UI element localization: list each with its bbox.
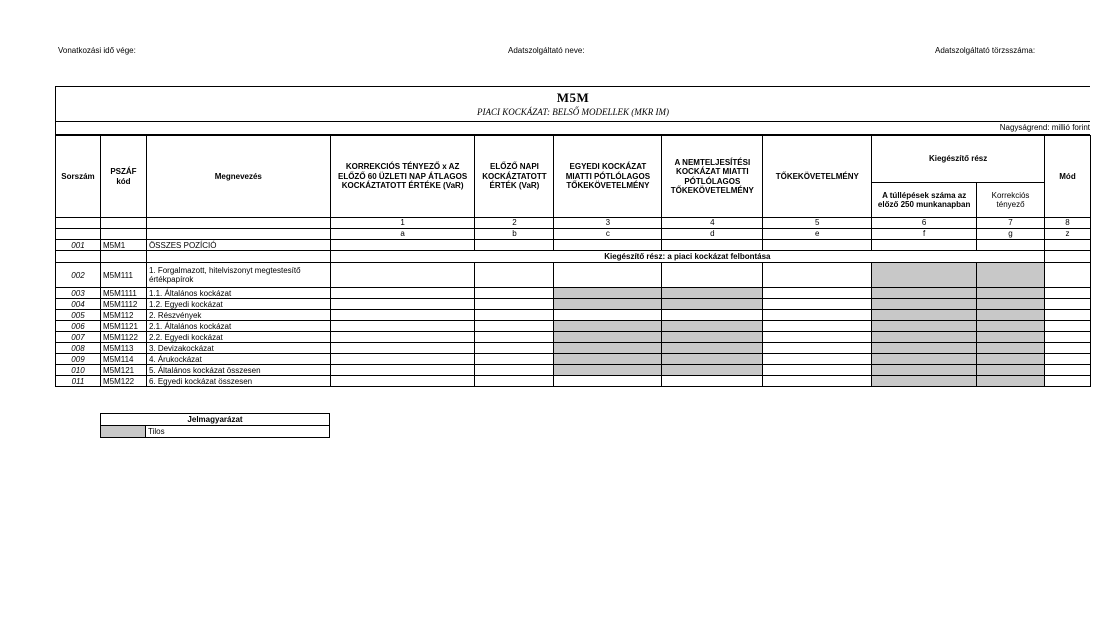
table-row [56,343,1091,354]
cell-input[interactable] [1044,288,1090,299]
cell-input[interactable] [763,288,872,299]
unit-label: Nagyságrend: millió forint [55,121,1090,135]
forbidden-cell [977,343,1045,354]
forbidden-cell [554,321,662,332]
section-separator-row [56,251,1091,263]
row-name: 1.2. Egyedi kockázat [146,299,330,310]
cell-input[interactable] [330,299,475,310]
row-name: 5. Általános kockázat összesen [146,365,330,376]
forbidden-cell [554,332,662,343]
cell-input[interactable] [475,354,554,365]
forbidden-cell [872,332,977,343]
cell-input[interactable] [330,263,475,288]
cell-input[interactable] [330,376,475,387]
col-letter: z [1044,229,1090,240]
col-letter: e [763,229,872,240]
table-row [56,263,1091,288]
column-letter-row [56,229,1091,240]
forbidden-cell [872,321,977,332]
row-number: 007 [56,332,101,343]
cell-input[interactable] [763,365,872,376]
legend [100,413,330,438]
forbidden-cell [977,321,1045,332]
col-letter: g [977,229,1045,240]
cell-input[interactable] [763,354,872,365]
cell-input[interactable] [475,263,554,288]
row-name: 4. Árukockázat [146,354,330,365]
forbidden-cell [662,299,763,310]
forbidden-cell [872,343,977,354]
col-letter: d [662,229,763,240]
table-row [56,354,1091,365]
table-row [56,299,1091,310]
table-row [56,321,1091,332]
forbidden-cell [872,263,977,288]
data-table [55,135,1091,387]
row-name: 6. Egyedi kockázat összesen [146,376,330,387]
forbidden-cell [554,343,662,354]
forbidden-cell [977,310,1045,321]
cell-input[interactable] [1044,365,1090,376]
col-number: 7 [977,218,1045,229]
col-3-header: EGYEDI KOCKÁZAT MIATTI PÓTLÓLAGOS TŐKEKÖVETELMÉNY [554,136,662,218]
col-number: 1 [330,218,475,229]
col-megnevezes-header: Megnevezés [146,136,330,218]
forbidden-cell [554,299,662,310]
cell-input[interactable] [1044,332,1090,343]
cell-input[interactable] [1044,263,1090,288]
col-number: 5 [763,218,872,229]
forbidden-cell [977,288,1045,299]
cell-input[interactable] [330,288,475,299]
col-number: 2 [475,218,554,229]
cell-input[interactable] [1044,321,1090,332]
section-label: Kiegészítő rész: a piaci kockázat felbontása [330,251,1044,263]
row-code: M5M111 [100,263,146,288]
row-name: 2.1. Általános kockázat [146,321,330,332]
row-code: M5M1111 [100,288,146,299]
cell-input[interactable] [1044,299,1090,310]
row-number: 009 [56,354,101,365]
form-subtitle: PIACI KOCKÁZAT: BELSŐ MODELLEK (MKR IM) [477,107,669,117]
col-5-header: TŐKEKÖVETELMÉNY [763,136,872,218]
col-1-header: KORREKCIÓS TÉNYEZŐ x AZ ELŐZŐ 60 ÜZLETI NAP ÁTLAGOS KOCKÁZTATOTT ÉRTÉKE (VaR) [330,136,475,218]
provider-id-label: Adatszolgáltató törzsszáma: [935,46,1036,55]
table-row [56,310,1091,321]
row-code: M5M114 [100,354,146,365]
col-letter: f [872,229,977,240]
cell-input[interactable] [763,332,872,343]
row-code: M5M122 [100,376,146,387]
col-number: 3 [554,218,662,229]
col-pszaf-header: PSZÁF kód [100,136,146,218]
col-2-header: ELŐZŐ NAPI KOCKÁZTATOTT ÉRTÉK (VaR) [475,136,554,218]
table-row [56,376,1091,387]
row-code: M5M113 [100,343,146,354]
cell-input[interactable] [475,365,554,376]
forbidden-cell [872,354,977,365]
col-number: 8 [1044,218,1090,229]
cell-input[interactable] [1044,343,1090,354]
table-row [56,240,1091,251]
cell-input[interactable] [554,263,662,288]
forbidden-cell [977,354,1045,365]
forbidden-cell [662,354,763,365]
col-letter: c [554,229,662,240]
col-letter: b [475,229,554,240]
row-number: 002 [56,263,101,288]
row-code: M5M121 [100,365,146,376]
column-number-row [56,218,1091,229]
legend-title: Jelmagyarázat [101,414,330,426]
forbidden-cell [554,365,662,376]
row-number: 004 [56,299,101,310]
table-row [56,365,1091,376]
cell-input[interactable] [475,310,554,321]
form-title-box [55,86,1090,122]
row-name: 2. Részvények [146,310,330,321]
forbidden-cell [662,365,763,376]
row-number: 011 [56,376,101,387]
cell-input[interactable] [763,310,872,321]
forbidden-cell [662,343,763,354]
cell-input[interactable] [330,365,475,376]
forbidden-cell [977,332,1045,343]
cell-input[interactable] [330,354,475,365]
cell-input[interactable] [554,240,662,251]
cell-input[interactable] [475,299,554,310]
forbidden-cell [977,365,1045,376]
cell-input[interactable] [763,343,872,354]
col-7-header: Korrekciós tényező [977,183,1045,218]
col-mod-header: Mód [1044,136,1090,218]
forbidden-cell [977,299,1045,310]
cell-input[interactable] [763,299,872,310]
row-number: 008 [56,343,101,354]
cell-input[interactable] [330,321,475,332]
cell-input[interactable] [554,376,662,387]
col-number: 4 [662,218,763,229]
cell-input[interactable] [763,321,872,332]
cell-input[interactable] [1044,376,1090,387]
cell-input[interactable] [475,321,554,332]
row-number: 003 [56,288,101,299]
form-code: M5M [556,90,590,105]
forbidden-cell [554,354,662,365]
cell-input[interactable] [662,263,763,288]
row-code: M5M112 [100,310,146,321]
forbidden-cell [977,376,1045,387]
row-name: 3. Devizakockázat [146,343,330,354]
row-code: M5M1112 [100,299,146,310]
row-name: 1. Forgalmazott, hitelviszonyt megtestesítő értékpapírok [146,263,330,288]
col-6-header: A túllépések száma az előző 250 munkanapban [872,183,977,218]
legend-item-label: Tilos [146,426,330,438]
forbidden-cell [662,321,763,332]
row-name: 1.1. Általános kockázat [146,288,330,299]
cell-input[interactable] [1044,354,1090,365]
cell-input[interactable] [763,376,872,387]
row-name: ÖSSZES POZÍCIÓ [146,240,330,251]
cell-input[interactable] [662,310,763,321]
forbidden-cell [872,310,977,321]
row-number: 005 [56,310,101,321]
provider-name-label: Adatszolgáltató neve: [508,46,585,55]
cell-input[interactable] [662,240,763,251]
cell-input[interactable] [554,310,662,321]
cell-input[interactable] [763,240,872,251]
cell-input[interactable] [763,263,872,288]
cell-input[interactable] [1044,240,1090,251]
table-row [56,288,1091,299]
cell-input[interactable] [330,310,475,321]
cell-input[interactable] [330,343,475,354]
cell-input[interactable] [662,376,763,387]
cell-input[interactable] [1044,310,1090,321]
forbidden-cell [872,376,977,387]
forbidden-cell [872,365,977,376]
cell-input[interactable] [872,240,977,251]
table-row [56,332,1091,343]
reference-time-label: Vonatkozási idő vége: [58,46,136,55]
col-letter: a [330,229,475,240]
cell-input[interactable] [977,240,1045,251]
forbidden-cell [872,288,977,299]
row-number: 010 [56,365,101,376]
forbidden-cell [662,332,763,343]
cell-input[interactable] [330,332,475,343]
cell-input[interactable] [475,240,554,251]
report-form [55,86,1091,401]
forbidden-cell [872,299,977,310]
col-4-header: A NEMTELJESÍTÉSI KOCKÁZAT MIATTI PÓTLÓLAGOS TŐKEKÖVETELMÉNY [662,136,763,218]
legend-swatch [101,426,146,438]
forbidden-cell [554,288,662,299]
col-number: 6 [872,218,977,229]
row-code: M5M1 [100,240,146,251]
row-number: 006 [56,321,101,332]
row-name: 2.2. Egyedi kockázat [146,332,330,343]
forbidden-cell [977,263,1045,288]
cell-input[interactable] [475,332,554,343]
cell-input[interactable] [475,288,554,299]
cell-input[interactable] [330,240,475,251]
forbidden-cell [662,288,763,299]
row-code: M5M1122 [100,332,146,343]
cell-input[interactable] [475,343,554,354]
kiegeszito-header: Kiegészítő rész [872,136,1045,183]
row-number: 001 [56,240,101,251]
row-code: M5M1121 [100,321,146,332]
cell-input[interactable] [475,376,554,387]
col-sorszam-header: Sorszám [56,136,101,218]
